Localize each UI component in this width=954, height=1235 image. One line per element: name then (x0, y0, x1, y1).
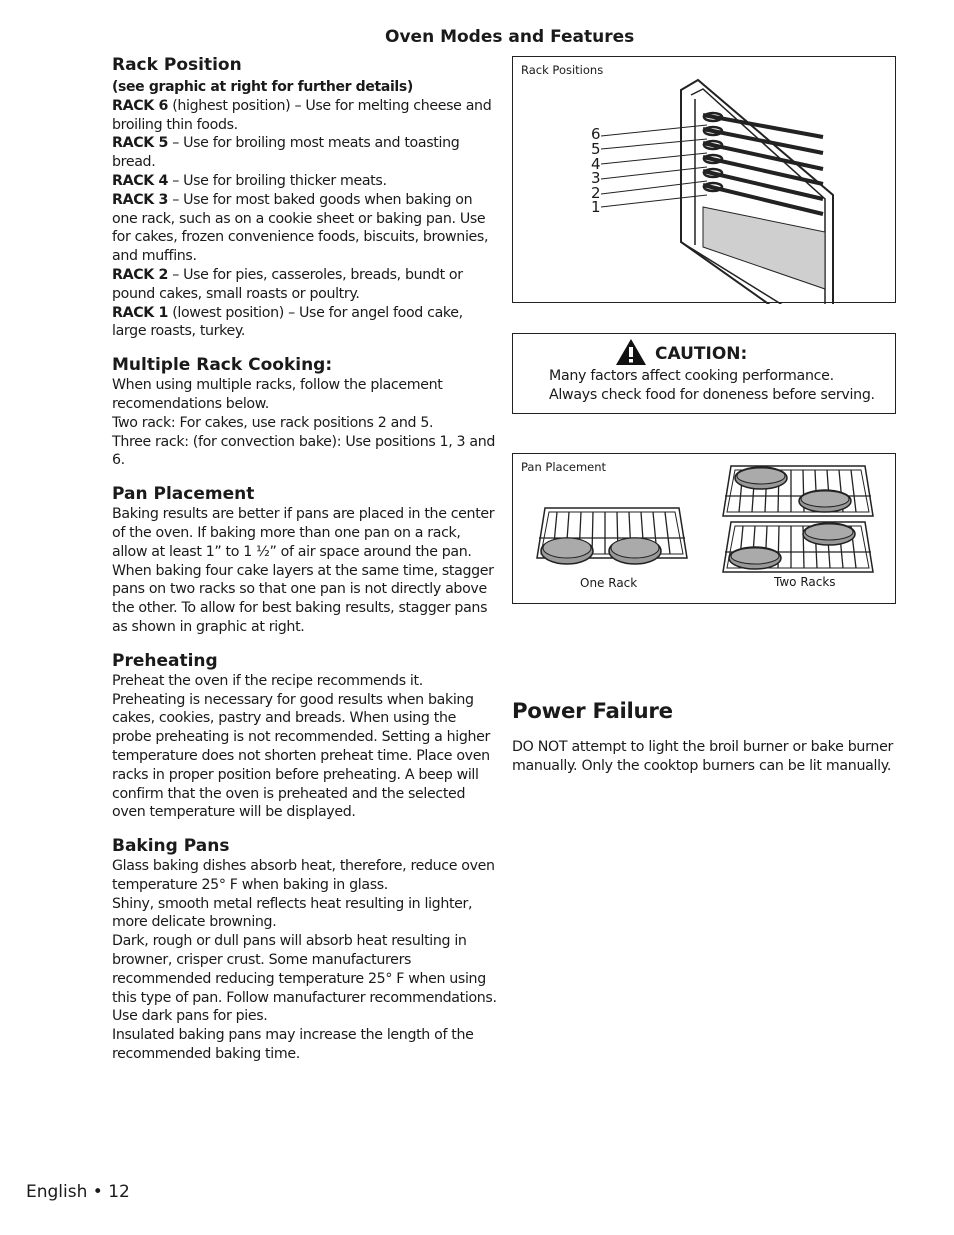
rack-positions-label: Rack Positions (521, 63, 604, 77)
rack-item-text: – Use for pies, casseroles, breads, bundt or pound cakes, small roasts or poultry. (112, 266, 463, 302)
rack-position-subheading: (see graphic at right for further details) (112, 79, 413, 95)
rack-number: 1 (591, 198, 601, 216)
caution-title: CAUTION: (655, 344, 748, 364)
pan-placement-text: Baking results are better if pans are placed in the center of the oven. If baking more than one pan on a rack, allow at least 1” to 1 ½” of air space around the pan. When baking four cake layers at the same time, stagger pans on two racks so that one pan is not directly above the other. To allow for best baking results, stagger pans as shown in graphic at right. (112, 506, 495, 635)
caution-line: Many factors affect cooking performance. (549, 368, 834, 384)
pan-placement-label: Pan Placement (521, 460, 607, 474)
rack-item-label: RACK 6 (112, 97, 169, 114)
rack-item-label: RACK 1 (112, 304, 169, 321)
multiple-rack-line: When using multiple racks, follow the placement recomendations below. (112, 377, 443, 412)
rack-number: 4 (591, 155, 601, 173)
rack-item (112, 134, 497, 172)
rack-item-text: – Use for broiling thicker meats. (168, 172, 387, 189)
baking-pans-line: Shiny, smooth metal reflects heat resulting in lighter, more delicate browning. (112, 895, 473, 931)
rack-positions-figure (512, 56, 896, 303)
caution-box (512, 333, 896, 414)
two-racks-caption: Two Racks (774, 575, 836, 589)
pan-placement-heading: Pan Placement (112, 484, 255, 505)
baking-pans-line: Dark, rough or dull pans will absorb heat resulting in browner, crisper crust. Some manufacturers recommended reducing temperature 25° F when using this type of pan. Follow manufacturer recommendations. Use dark pans for pies. (112, 933, 497, 1025)
page-footer: English • 12 (26, 1182, 130, 1202)
rack-item-text: (highest position) – Use for melting cheese and broiling thin foods. (112, 97, 492, 133)
one-rack-caption: One Rack (580, 576, 638, 590)
rack-item-label: RACK 3 (112, 191, 169, 208)
rack-number: 6 (591, 125, 601, 143)
multiple-rack-line: Two rack: For cakes, use rack positions 2 and 5. (112, 414, 434, 431)
baking-pans-heading: Baking Pans (112, 836, 230, 857)
rack-item (112, 97, 497, 135)
rack-item-text: – Use for broiling most meats and toasting bread. (112, 135, 460, 171)
oven-cavity-illustration (513, 57, 897, 304)
pan-placement-illustration (513, 454, 897, 605)
rack-item (112, 191, 497, 266)
rack-item-label: RACK 4 (112, 172, 169, 189)
rack-position-heading: Rack Position (112, 55, 242, 75)
multiple-rack-heading: Multiple Rack Cooking: (112, 355, 333, 376)
rack-number: 2 (591, 184, 601, 202)
pan-placement-figure (512, 453, 896, 604)
warning-icon (615, 338, 647, 366)
power-failure-text: DO NOT attempt to light the broil burner or bake burner manually. Only the cooktop burners can be lit manually. (512, 739, 894, 775)
rack-item-text: (lowest position) – Use for angel food cake, large roasts, turkey. (112, 304, 463, 340)
caution-line: Always check food for doneness before serving. (549, 387, 875, 403)
rack-item-label: RACK 2 (112, 266, 169, 283)
rack-number: 5 (591, 140, 601, 158)
rack-item (112, 172, 497, 191)
page-title: Oven Modes and Features (385, 27, 635, 47)
rack-item-text: – Use for most baked goods when baking on one rack, such as on a cookie sheet or baking pan. Use for cakes, frozen convenience foods, biscuits, brownies, and muffins. (112, 191, 489, 265)
rack-item-label: RACK 5 (112, 135, 169, 152)
power-failure-heading: Power Failure (512, 698, 673, 724)
multiple-rack-line: Three rack: (for convection bake): Use positions 1, 3 and 6. (112, 433, 496, 469)
rack-item (112, 266, 497, 304)
caution-text (549, 367, 894, 405)
left-column (112, 54, 497, 1064)
rack-position-list (112, 97, 497, 341)
preheating-text: Preheat the oven if the recipe recommends it. Preheating is necessary for good results when baking cakes, cookies, pastry and breads. When using the probe preheating is not recommended. Setting a higher temperature does not shorten preheat time. Place oven racks in proper position before preheating. A beep will confirm that the oven is preheated and the selected oven temperature will be displayed. (112, 672, 491, 821)
rack-item (112, 304, 497, 342)
preheating-heading: Preheating (112, 650, 218, 671)
baking-pans-line: Glass baking dishes absorb heat, therefore, reduce oven temperature 25° F when baking in glass. (112, 858, 495, 893)
rack-number: 3 (591, 169, 601, 187)
baking-pans-line: Insulated baking pans may increase the length of the recommended baking time. (112, 1027, 474, 1063)
power-failure-section (512, 684, 902, 791)
